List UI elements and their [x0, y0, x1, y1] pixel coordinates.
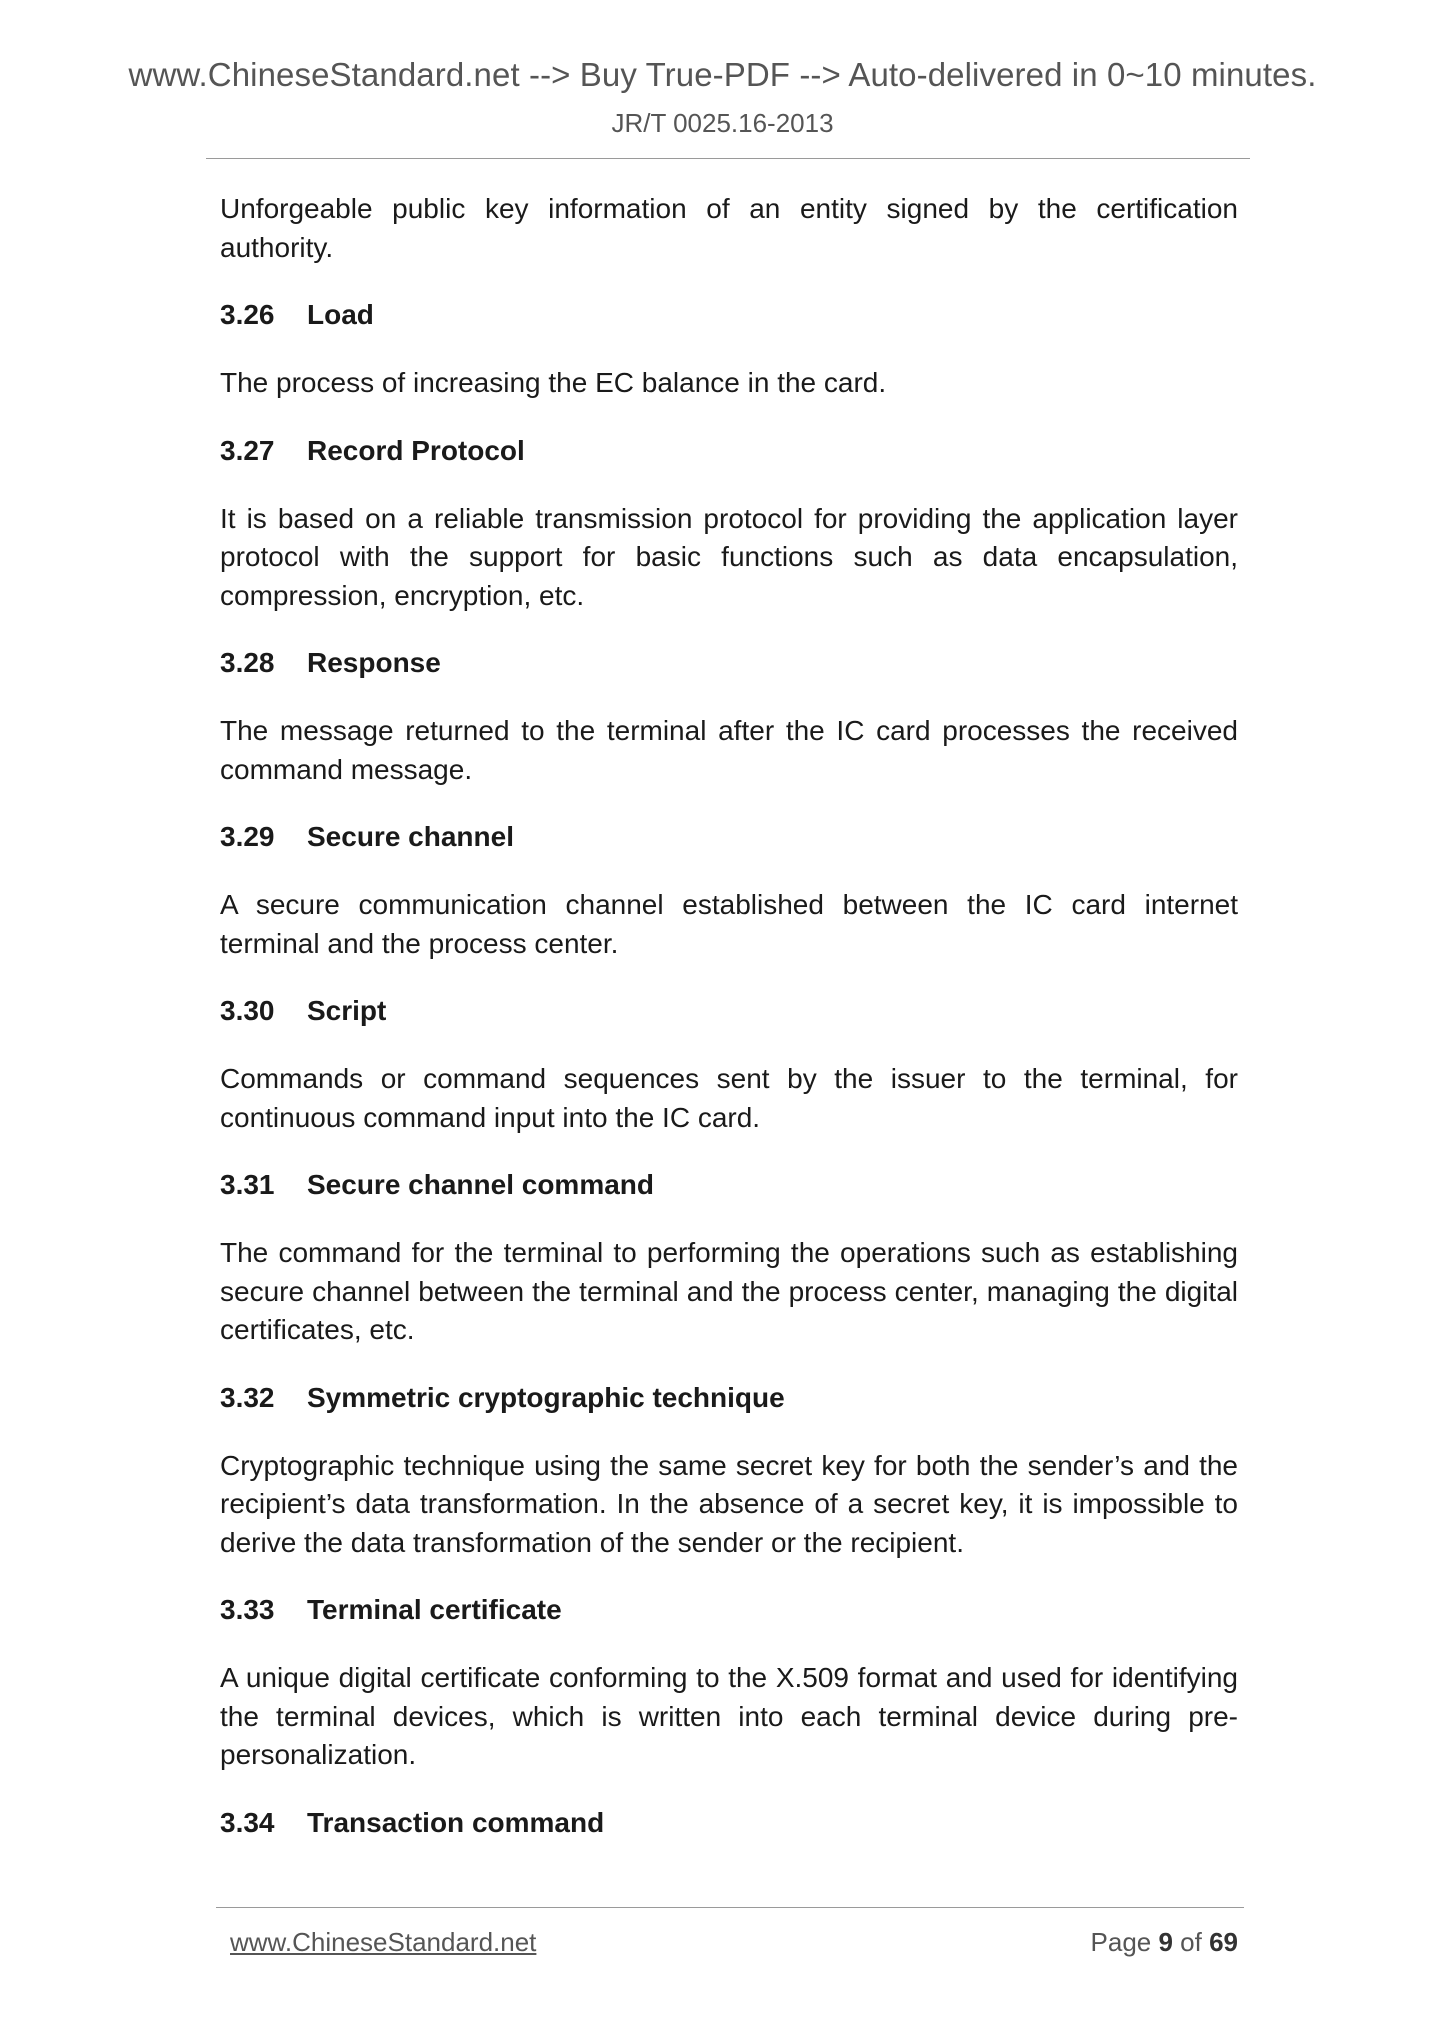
page-of: of — [1172, 1927, 1210, 1957]
section-number: 3.30 — [220, 995, 275, 1026]
page-current: 9 — [1158, 1927, 1173, 1957]
section-title: Response — [307, 647, 441, 678]
section-number: 3.29 — [220, 821, 275, 852]
section-number: 3.31 — [220, 1169, 275, 1200]
section-title: Secure channel — [307, 821, 514, 852]
section-heading-3-33 — [220, 1591, 1238, 1629]
section-number: 3.26 — [220, 299, 275, 330]
header-divider — [206, 158, 1250, 159]
section-number: 3.28 — [220, 647, 275, 678]
section-title: Terminal certificate — [307, 1594, 562, 1625]
section-text-3-30: Commands or command sequences sent by the issuer to the terminal, for continuous command input into the IC card. — [220, 1063, 1238, 1133]
section-heading-3-29 — [220, 818, 1238, 856]
section-title: Transaction command — [307, 1806, 605, 1838]
section-title: Record Protocol — [307, 434, 525, 466]
section-text-3-27: It is based on a reliable transmission protocol for providing the application layer protocol with the support for basic functions such as data encapsulation, compression, encryption, etc. — [220, 502, 1238, 611]
section-heading-3-31 — [220, 1166, 1238, 1204]
section-title: Script — [307, 995, 387, 1026]
intro-paragraph: Unforgeable public key information of an entity signed by the certification authority. — [220, 193, 1238, 263]
section-text-3-28: The message returned to the terminal after the IC card processes the received command message. — [220, 715, 1238, 785]
footer-divider — [216, 1907, 1244, 1908]
standard-code: JR/T 0025.16-2013 — [611, 108, 834, 138]
section-title: Load — [307, 299, 374, 330]
section-heading-3-32 — [220, 1379, 1238, 1417]
section-text-3-33: A unique digital certificate conforming to the X.509 format and used for identifying the terminal devices, which is written into each terminal device during pre-personalization. — [220, 1662, 1238, 1770]
section-title: Symmetric cryptographic technique — [307, 1381, 785, 1413]
section-text-3-32: Cryptographic technique using the same secret key for both the sender’s and the recipient’s data transformation. In the absence of a secret key, it is impossible to derive the data transformation of the sender or the recipient. — [220, 1449, 1238, 1558]
section-heading-3-28 — [220, 644, 1238, 682]
section-number: 3.34 — [220, 1806, 275, 1838]
section-title: Secure channel command — [307, 1169, 655, 1200]
section-number: 3.32 — [220, 1381, 275, 1413]
page-total: 69 — [1209, 1927, 1238, 1957]
section-number: 3.27 — [220, 434, 275, 466]
section-heading-3-34 — [220, 1804, 1238, 1842]
section-heading-3-26 — [220, 296, 1238, 334]
section-text-3-31: The command for the terminal to performing the operations such as establishing secure channel between the terminal and the process center, managing the digital certificates, etc. — [220, 1237, 1238, 1345]
section-text-3-29: A secure communication channel established between the IC card internet terminal and the process center. — [220, 889, 1238, 959]
section-heading-3-27 — [220, 432, 1238, 470]
section-number: 3.33 — [220, 1594, 275, 1625]
footer-site-link[interactable]: www.ChineseStandard.net — [230, 1927, 537, 1957]
page-indicator — [1091, 1927, 1238, 1958]
page-prefix: Page — [1090, 1927, 1159, 1957]
section-text-3-26: The process of increasing the EC balance in the card. — [220, 367, 887, 398]
section-heading-3-30 — [220, 992, 1238, 1030]
header-banner: www.ChineseStandard.net --> Buy True-PDF --> Auto-delivered in 0~10 minutes. — [128, 56, 1317, 93]
document-body — [220, 190, 1238, 1872]
